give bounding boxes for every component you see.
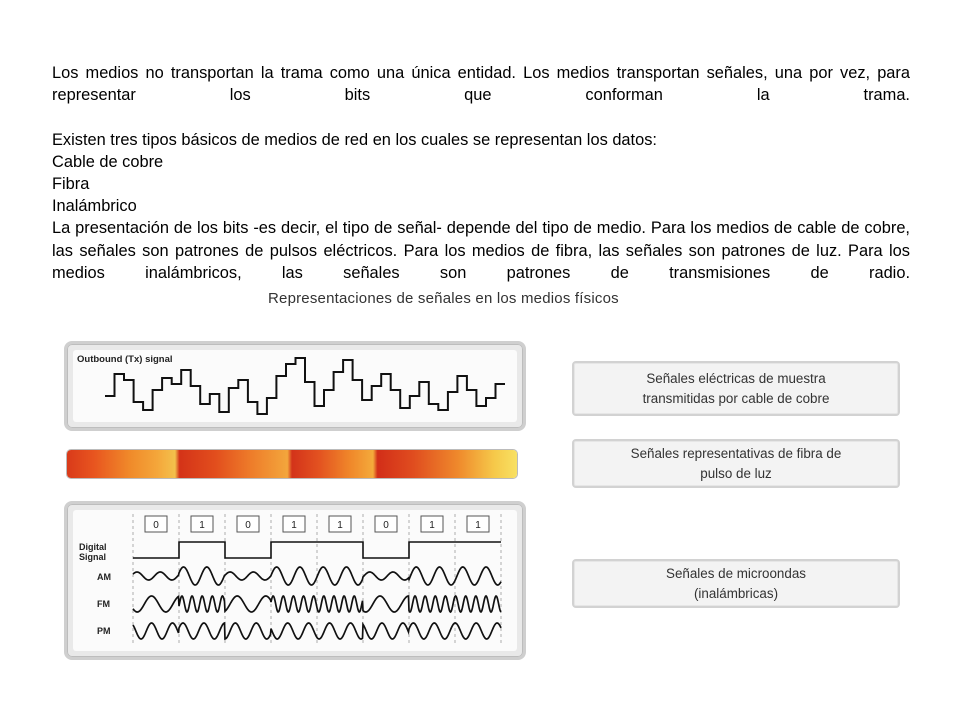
media-type-fiber: Fibra	[52, 175, 90, 194]
figure-title: Representaciones de señales en los medios físicos	[268, 290, 619, 307]
fm-label: FM	[97, 599, 110, 609]
bit-value: 0	[383, 520, 389, 531]
copper-description-line-2: transmitidas por cable de cobre	[642, 390, 830, 406]
am-label: AM	[97, 572, 111, 582]
copper-signal-plot	[73, 350, 517, 422]
pm-label: PM	[97, 626, 111, 636]
fiber-description-line-2: pulso de luz	[700, 465, 772, 481]
bit-value: 0	[153, 520, 159, 531]
digital-signal-label-1: Digital	[79, 542, 107, 552]
fiber-light-pulse-bar	[67, 450, 517, 478]
bit-value: 1	[199, 520, 205, 531]
media-types-paragraph: Existen tres tipos básicos de medios de red en los cuales se representan los datos:	[52, 130, 657, 149]
wireless-description-line-2: (inalámbricas)	[693, 585, 779, 601]
copper-signal-panel	[64, 341, 526, 431]
wireless-signal-description	[572, 559, 900, 608]
wireless-signal-plot	[73, 510, 517, 651]
fiber-signal-description	[572, 439, 900, 488]
copper-signal-waveform	[105, 358, 505, 414]
wireless-description-line-1: Señales de microondas	[666, 565, 806, 581]
signals-paragraph: La presentación de los bits -es decir, el tipo de señal- depende del tipo de medio. Para los medios de cable de cobre, las señales son patrones de pulsos eléctricos. Para los medios de fibra, las señales son patrones de luz. Para los medios inalámbricos, las señales son patrones de transmisiones de radio.	[52, 219, 910, 282]
bit-value: 0	[245, 520, 251, 531]
bit-value: 1	[429, 520, 435, 531]
media-type-wireless: Inalámbrico	[52, 197, 137, 216]
intro-paragraph: Los medios no transportan la trama como una única entidad. Los medios transportan señales, una por vez, para representar los bits que conforman la trama.	[52, 64, 910, 105]
bit-value: 1	[337, 520, 343, 531]
bit-sequence	[133, 514, 501, 646]
bit-value: 1	[475, 520, 481, 531]
body-text	[52, 62, 910, 306]
media-type-copper: Cable de cobre	[52, 152, 164, 171]
bit-value: 1	[291, 520, 297, 531]
wireless-signal-panel	[64, 501, 526, 660]
fiber-description-line-1: Señales representativas de fibra de	[630, 445, 842, 461]
copper-description-line-1: Señales eléctricas de muestra	[646, 370, 826, 386]
copper-signal-description	[572, 361, 900, 416]
digital-signal-label-2: Signal	[79, 552, 107, 562]
copper-panel-label: Outbound (Tx) signal	[77, 354, 173, 365]
